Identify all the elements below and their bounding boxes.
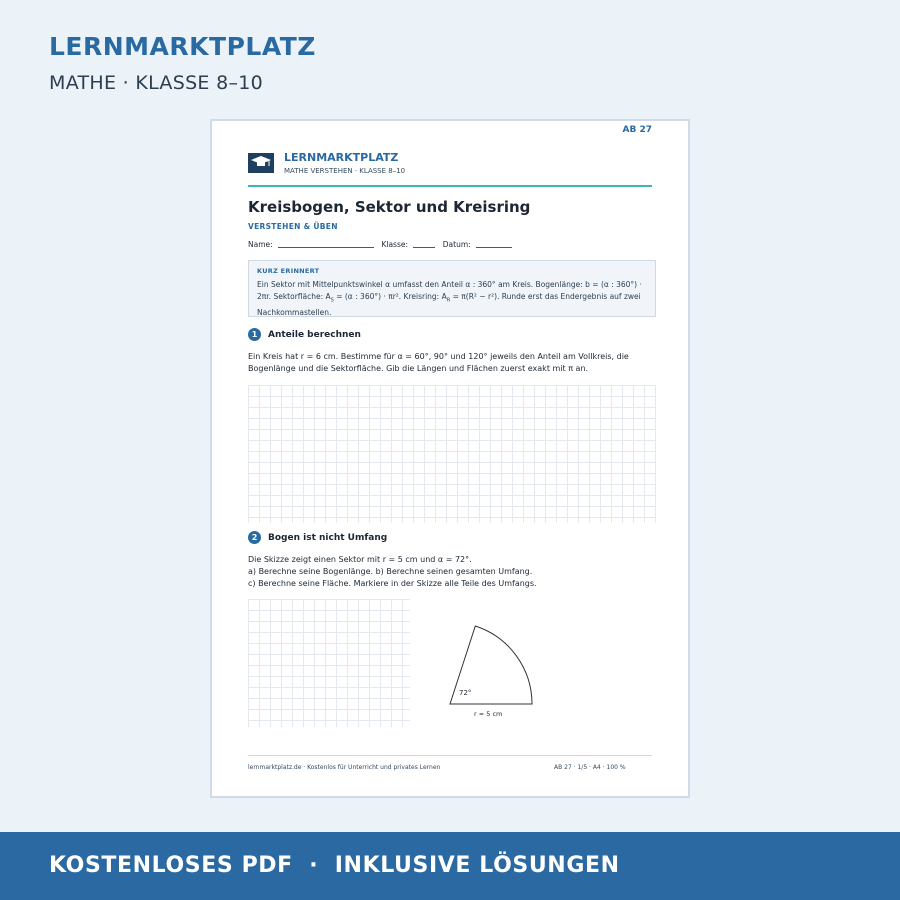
worksheet-preview[interactable] [210,119,690,798]
task-1-answer-grid[interactable] [248,385,656,523]
name-class-date-row [248,240,512,249]
subject-line: MATHE · KLASSE 8–10 [49,72,264,94]
date-blank [476,247,512,248]
worksheet-header [248,149,652,187]
task-1-heading [248,328,361,341]
sector-sketch [448,621,538,726]
worksheet-brand: LERNMARKTPLATZ [284,151,399,164]
header-divider [248,185,652,187]
worksheet-title: Kreisbogen, Sektor und Kreisring [248,198,531,216]
footer-divider [248,755,652,756]
name-label: Name: [248,240,273,249]
task-2-number: 2 [248,531,261,544]
task-2-heading [248,531,387,544]
promo-banner-text: KOSTENLOSES PDF · INKLUSIVE LÖSUNGEN [49,853,620,878]
task-2-title: Bogen ist nicht Umfang [268,533,388,543]
worksheet-tagline: MATHE VERSTEHEN · KLASSE 8–10 [284,167,406,175]
footer-right: AB 27 · 1/5 · A4 · 100 % [554,764,626,771]
recall-title: KURZ ERINNERT [257,267,320,275]
worksheet-code: AB 27 [622,125,652,135]
date-label: Datum: [442,240,471,249]
recall-text: Ein Sektor mit Mittelpunktswinkel α umfasst den Anteil α : 360° am Kreis. Bogenlänge: b = (α : 360°) · 2πr. Sektorfläche: $A_S = (\alpha$ : 360°) · πr². Kreisring: $A_R = \pi(R^2 - r^2)$. Runde erst das Endergebnis auf zwei Nachkommastellen. [257,280,642,317]
graduation-cap-book-icon [248,151,274,173]
recall-box [248,260,656,317]
site-brand: LERNMARKTPLATZ [49,32,316,61]
task-1-text: Ein Kreis hat r = 6 cm. Bestimme für α = 60°, 90° und 120° jeweils den Anteil am Vollkreis, die Bogenlänge und die Sektorfläche. Gib die Längen und Flächen zuerst exakt mit π an. [248,352,629,373]
promo-banner [0,832,900,900]
name-blank [278,247,374,248]
task-2-text: Die Skizze zeigt einen Sektor mit r = 5 cm und α = 72°. a) Berechne seine Bogenlänge. b) Berechne seinen gesamten Umfang. c) Berechne seine Fläche. Markiere in der Skizze alle Teile des Umfangs. [248,555,537,588]
footer-left: lernmarktplatz.de · Kostenlos für Unterricht und privates Lernen [248,764,441,771]
sector-radius-label: r = 5 cm [474,710,503,718]
task-2-answer-grid[interactable] [248,599,410,727]
worksheet-kicker: VERSTEHEN & ÜBEN [248,222,338,231]
sector-angle-label: 72° [459,689,472,697]
task-1-title: Anteile berechnen [268,330,361,340]
class-blank [413,247,435,248]
task-1-number: 1 [248,328,261,341]
class-label: Klasse: [381,240,408,249]
